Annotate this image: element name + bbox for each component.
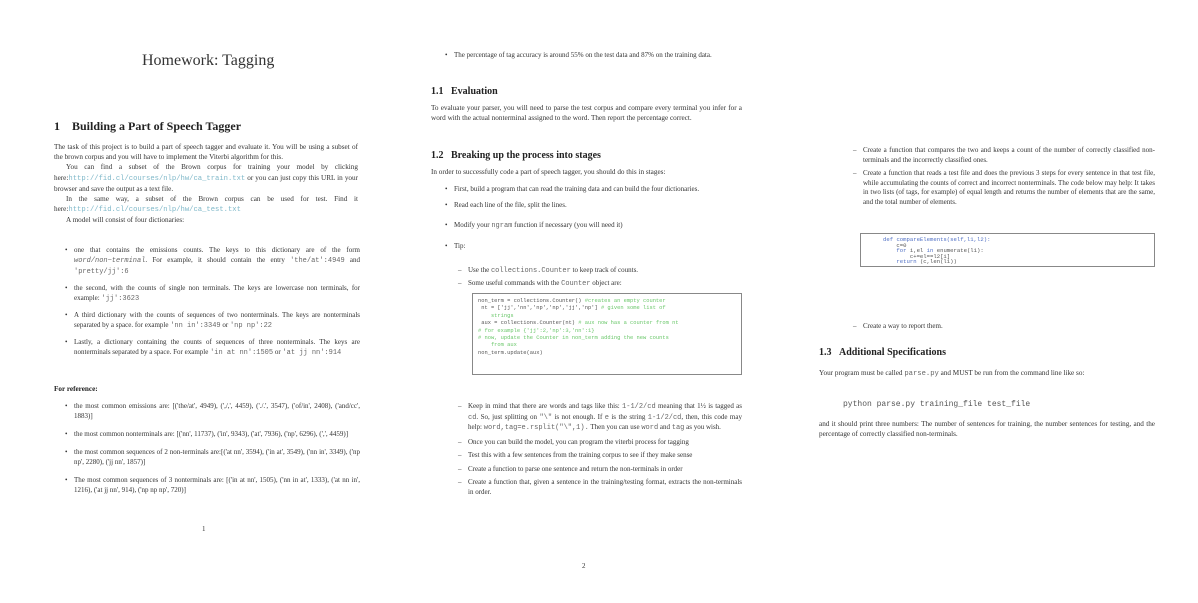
test-data-paragraph: In the same way, a subset of the Brown corpus can be used for test. Find it here:http://fid.cl/courses/nlp/hw/ca_test.txt (54, 195, 358, 215)
list-item: – Create a function to parse one sentence and return the non-terminals in order (458, 465, 742, 475)
list-item: • the most common nonterminals are: [('nn', 11737), ('in', 9343), ('at', 7936), ('np', 6296), (',', 4459)] (64, 429, 360, 439)
document-page-2 (400, 0, 800, 603)
list-item: • The most common sequences of 3 nonterminals are: [('in at nn', 1505), ('nn in at', 1333), ('at nn in', 1216), ('at jj nn', 914), ('np np np', 720)] (64, 475, 360, 495)
evaluation-paragraph: To evaluate your parser, you will need to parse the test corpus and compare every terminal you infer for a word with the actual nonterminal assigned to the word. Then report the percentage correct. (431, 104, 742, 123)
specifications-paragraph: Your program must be called parse.py and MUST be run from the command line like so: (819, 369, 1085, 378)
list-item: • Read each line of the file, split the lines. (444, 200, 742, 210)
section-1-heading (54, 119, 241, 134)
reference-list (64, 401, 360, 503)
test-data-link[interactable]: http://fid.cl/courses/nlp/hw/ca_test.txt (68, 206, 241, 215)
subsection-1-2-heading: 1.2 Breaking up the process into stages (431, 150, 601, 161)
training-data-link[interactable]: http://fid.cl/courses/nlp/hw/ca_train.txt (68, 174, 246, 183)
document-page-1 (0, 0, 400, 603)
subsection-1-1-heading: 1.1 Evaluation (431, 86, 498, 97)
list-item: • the most common sequences of 2 non-terminals are:[('at nn', 3594), ('in at', 3549), ('nn in', 3349), ('np np', 2280), ('jj nn', 1857)] (64, 447, 360, 467)
list-item: • Modify your ngram function if necessary (you will need it) (444, 220, 742, 231)
counter-code-block: non_term = collections.Counter() #creates an empty counter nt = ['jj','nn','np','np','jj','np'] # given some list of strings aux = collections.Counter(nt) # aux now has a counter from nt # for example {'jj':2,'np':3,'nn':1} # now, update the Counter in non_term adding the new counts from aux non_term.update(aux) (472, 293, 742, 375)
continued-dash-list (853, 146, 1155, 211)
steps-dash-list (458, 402, 742, 501)
compare-elements-code-block: def compareElements(self,l1,l2): c=0 for i,el in enumerate(l1): c+=el==l2[i] return (c,len(l1)) (860, 233, 1155, 267)
list-item: • the most common emissions are: [('the/at', 4949), (',/,', 4459), ('./.', 3547), ('of/in', 2408), ('and/cc', 1883)] (64, 401, 360, 421)
list-item: • First, build a program that can read the training data and can build the four dictionaries. (444, 184, 742, 194)
list-item: – Use the collections.Counter to keep track of counts. (458, 266, 742, 277)
list-item: – Test this with a few sentences from the training corpus to see if they make sense (458, 451, 742, 461)
stages-list (444, 184, 742, 257)
list-item: • the second, with the counts of single non terminals. The keys are lowercase non terminals, for example: 'jj':3623 (64, 283, 360, 304)
list-item: • A third dictionary with the counts of sequences of two nonterminals. The keys are nonterminals separated by a space. for example 'nn in':3349 or 'np np':22 (64, 310, 360, 331)
list-item: – Some useful commands with the Counter object are: (458, 279, 742, 290)
tip-list (458, 266, 742, 293)
list-item: • Tip: (444, 241, 742, 251)
list-item: – Create a function that compares the two and keeps a count of the number of correctly classified non-terminals and the incorrectly classified ones. (853, 146, 1155, 165)
subsection-1-3-heading: 1.3 Additional Specifications (819, 347, 946, 358)
list-item: • Lastly, a dictionary containing the counts of sequences of three nonterminals. The keys are nonterminals separated by a space. For example 'in at nn':1505 or 'at jj nn':914 (64, 337, 360, 358)
dictionaries-list (64, 245, 360, 364)
list-item: • one that contains the emissions counts. The keys to this dictionary are of the form word/non−terminal. For example, it should contain the entry 'the/at':4949 and 'pretty/jj':6 (64, 245, 360, 277)
list-item: – Once you can build the model, you can program the viterbi process for tagging (458, 438, 742, 448)
dictionaries-intro: A model will consist of four dictionaries: (66, 216, 185, 225)
list-item: – Create a function that reads a test file and does the previous 3 steps for every sentence in that test file, while accumulating the counts of correct and incorrect nonterminals. The code below may help: It takes in two lists (of tags, for example) of equal length and returns the number of elements that are the same, and the total number of elements. (853, 169, 1155, 207)
section-title: Building a Part of Speech Tagger (72, 119, 242, 133)
report-dash-list (853, 322, 1155, 336)
intro-paragraph: The task of this project is to build a part of speech tagger and evaluate it. You will be using a subset of the brown corpus and you will have to implement the Viterbi algorithm for this. (54, 143, 358, 162)
list-item: • The percentage of tag accuracy is around 55% on the test data and 87% on the training data. (444, 50, 742, 60)
top-bullet-list (444, 50, 742, 66)
command-line-example: python parse.py training_file test_file (843, 400, 1031, 409)
list-item: – Create a way to report them. (853, 322, 1155, 332)
reference-heading: For reference: (54, 385, 98, 393)
page-number: 2 (582, 562, 586, 570)
stages-intro: In order to successfully code a part of speech tagger, you should do this in stages: (431, 168, 666, 176)
section-1-body (54, 142, 358, 226)
list-item: – Keep in mind that there are words and tags like this: 1-1/2/cd meaning that 1½ is tagged as cd. So, just splitting on "\" is not enough. If e is the string 1-1/2/cd, then, this code may help: word,tag=e.rsplit("\",1). Then you can use word and tag as you wish. (458, 402, 742, 434)
output-paragraph: and it should print three numbers: The number of sentences for training, the number sentences for testing, and the percentage of correctly classified non-terminals. (819, 420, 1155, 439)
page-number: 1 (202, 525, 206, 533)
section-number: 1 (54, 119, 60, 133)
document-title: Homework: Tagging (142, 52, 275, 69)
list-item: – Create a function that, given a sentence in the training/testing format, extracts the non-terminals in order. (458, 478, 742, 497)
training-data-paragraph: You can find a subset of the Brown corpus for training your model by clicking here:http://fid.cl/courses/nlp/hw/ca_train.txt or you can just copy this URL in your browser and save the output as a text file. (54, 163, 358, 193)
document-page-3 (800, 0, 1198, 603)
